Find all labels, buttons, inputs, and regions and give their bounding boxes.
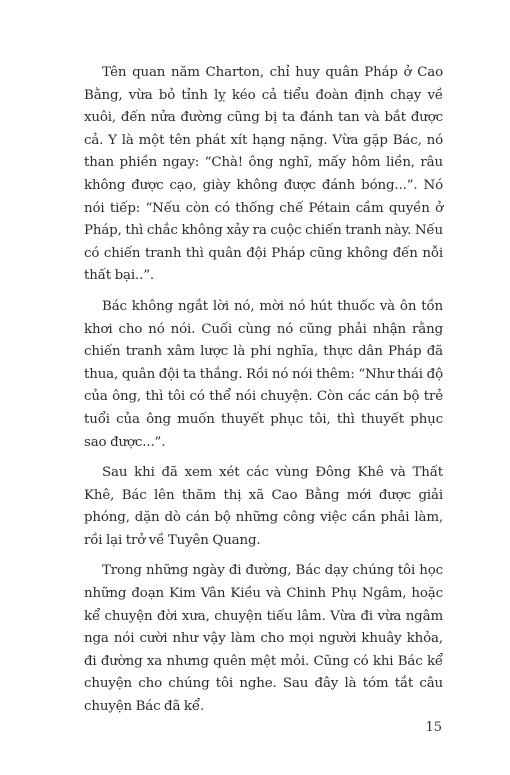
paragraph: Sau khi đã xem xét các vùng Đông Khê và Thất Khê, Bác lên thăm thị xã Cao Bằng mới được giải phóng, dặn dò cán bộ những công việc cần phải làm, rồi lại trở về Tuyên Quang. xyxy=(84,465,443,548)
paragraph: Tên quan năm Charton, chỉ huy quân Pháp ở Cao Bằng, vừa bỏ tỉnh lỵ kéo cả tiểu đoàn định chạy về xuôi, đến nửa đường cũng bị ta đánh tan và bắt được cả. Y là một tên phát xít hạng nặng. Vừa gặp Bác, nó than phiền ngay: “Chà! ông nghĩ, mấy hôm liền, râu không được cạo, giày không được đánh bóng...”. Nó nói tiếp: “Nếu còn có thống chế Pétain cầm quyền ở Pháp, thì chắc không xảy ra cuộc chiến tranh này. Nếu có chiến tranh thì quân đội Pháp cũng không đến nỗi thất bại..”. xyxy=(84,65,443,284)
page-number: 15 xyxy=(425,720,442,735)
body-text xyxy=(84,62,443,727)
paragraph: Trong những ngày đi đường, Bác dạy chúng tôi học những đoạn Kim Vân Kiều và Chinh Phụ Ngâm, hoặc kể chuyện đời xưa, chuyện tiếu lâm. Vừa đi vừa ngâm nga nói cười như vậy làm cho mọi người khuây khỏa, đi đường xa nhưng quên mệt mỏi. Cũng có khi Bác kể chuyện cho chúng tôi nghe. Sau đây là tóm tắt câu chuyện Bác đã kể. xyxy=(84,563,443,715)
paragraph: Bác không ngắt lời nó, mời nó hút thuốc và ôn tồn khơi cho nó nói. Cuối cùng nó cũng phải nhận rằng chiến tranh xâm lược là phi nghĩa, thực dân Pháp đã thua, quân đội ta thắng. Rồi nó nói thêm: “Như thái độ của ông, thì tôi có thể nói chuyện. Còn các cán bộ trẻ tuổi của ông muốn thuyết phục tôi, thì thuyết phục sao được...”. xyxy=(84,298,443,450)
